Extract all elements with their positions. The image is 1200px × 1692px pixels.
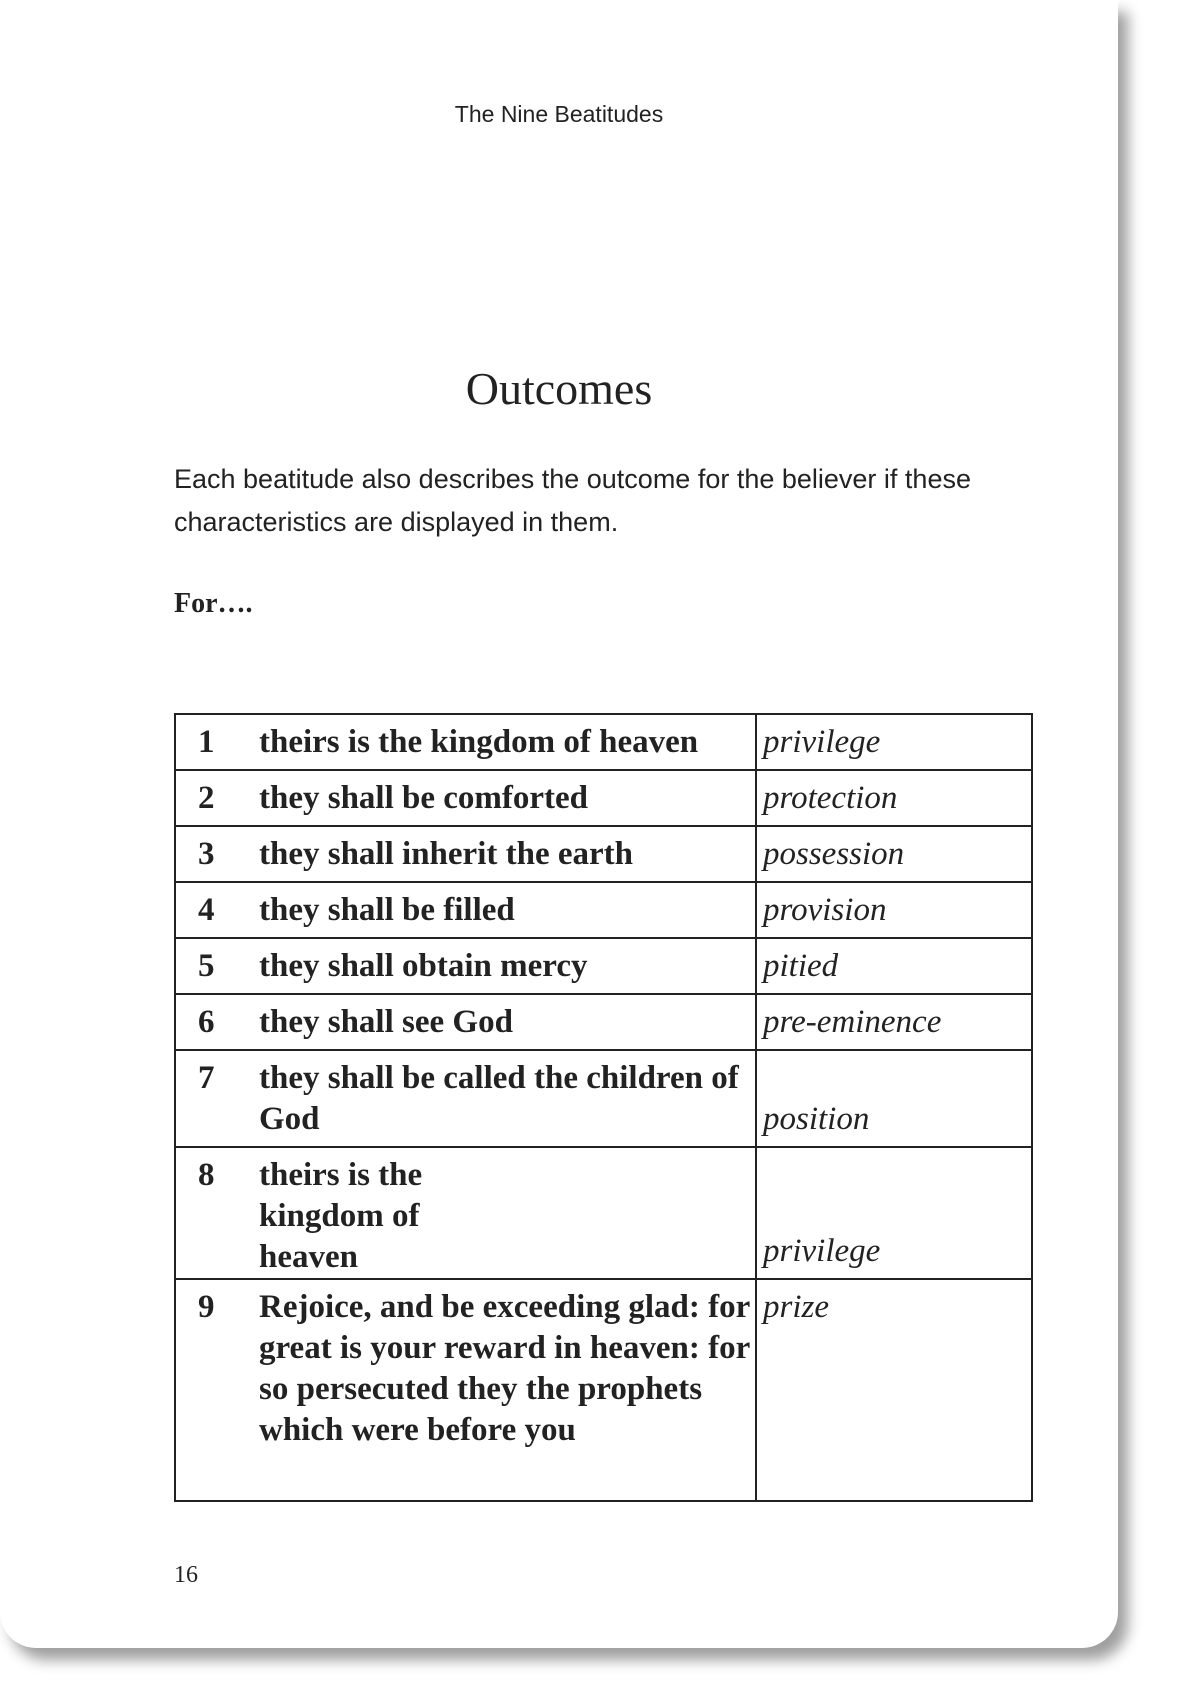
outcome-cell xyxy=(175,882,756,938)
table-row xyxy=(175,1147,1032,1279)
outcome-cell xyxy=(175,938,756,994)
outcome-text: theirs is the kingdom of heaven xyxy=(259,723,699,760)
table-row xyxy=(175,882,1032,938)
table-row xyxy=(175,994,1032,1050)
row-number: 1 xyxy=(198,723,215,760)
table-row xyxy=(175,770,1032,826)
outcome-cell xyxy=(175,714,756,770)
category-cell: protection xyxy=(756,770,1032,826)
row-number: 9 xyxy=(198,1289,215,1325)
outcome-text: they shall be comforted xyxy=(259,779,589,816)
row-number: 3 xyxy=(198,835,215,872)
row-number: 8 xyxy=(198,1157,215,1193)
table-row xyxy=(175,714,1032,770)
category-cell: prize xyxy=(756,1279,1032,1501)
outcome-text: they shall obtain mercy xyxy=(259,947,588,984)
row-number: 4 xyxy=(198,891,215,928)
outcome-text: they shall inherit the earth xyxy=(259,835,633,872)
row-number: 6 xyxy=(198,1003,215,1040)
category-cell: position xyxy=(756,1050,1032,1147)
category-cell: pre-eminence xyxy=(756,994,1032,1050)
lead-in-text: For…. xyxy=(174,588,253,619)
table-row xyxy=(175,1279,1032,1501)
row-number: 5 xyxy=(198,947,215,984)
row-number: 2 xyxy=(198,779,215,816)
outcome-text: they shall be called the children of God xyxy=(259,1060,739,1137)
outcome-cell xyxy=(175,1279,756,1501)
outcome-text: Rejoice, and be exceeding glad: for great is your reward in heaven: for so persecuted they the prophets which were before you xyxy=(259,1289,750,1448)
outcome-cell xyxy=(175,826,756,882)
category-cell: privilege xyxy=(756,1147,1032,1279)
outcome-text: they shall be filled xyxy=(259,891,515,928)
page-number: 16 xyxy=(174,1562,198,1588)
outcome-text: theirs is the kingdom of heaven xyxy=(259,1157,423,1275)
row-number: 7 xyxy=(198,1060,215,1096)
category-cell: provision xyxy=(756,882,1032,938)
category-cell: possession xyxy=(756,826,1032,882)
outcome-cell xyxy=(175,994,756,1050)
outcome-cell xyxy=(175,1050,756,1147)
outcome-text: they shall see God xyxy=(259,1003,513,1040)
table-row xyxy=(175,938,1032,994)
table-row xyxy=(175,1050,1032,1147)
category-cell: privilege xyxy=(756,714,1032,770)
running-header: The Nine Beatitudes xyxy=(454,101,664,127)
intro-paragraph: Each beatitude also describes the outcome for the believer if these characteristics are displayed in them. xyxy=(174,464,971,537)
outcome-cell xyxy=(175,1147,756,1279)
section-title: Outcomes xyxy=(465,363,653,414)
category-cell: pitied xyxy=(756,938,1032,994)
outcome-cell xyxy=(175,770,756,826)
outcomes-table xyxy=(174,713,1033,1502)
table-row xyxy=(175,826,1032,882)
